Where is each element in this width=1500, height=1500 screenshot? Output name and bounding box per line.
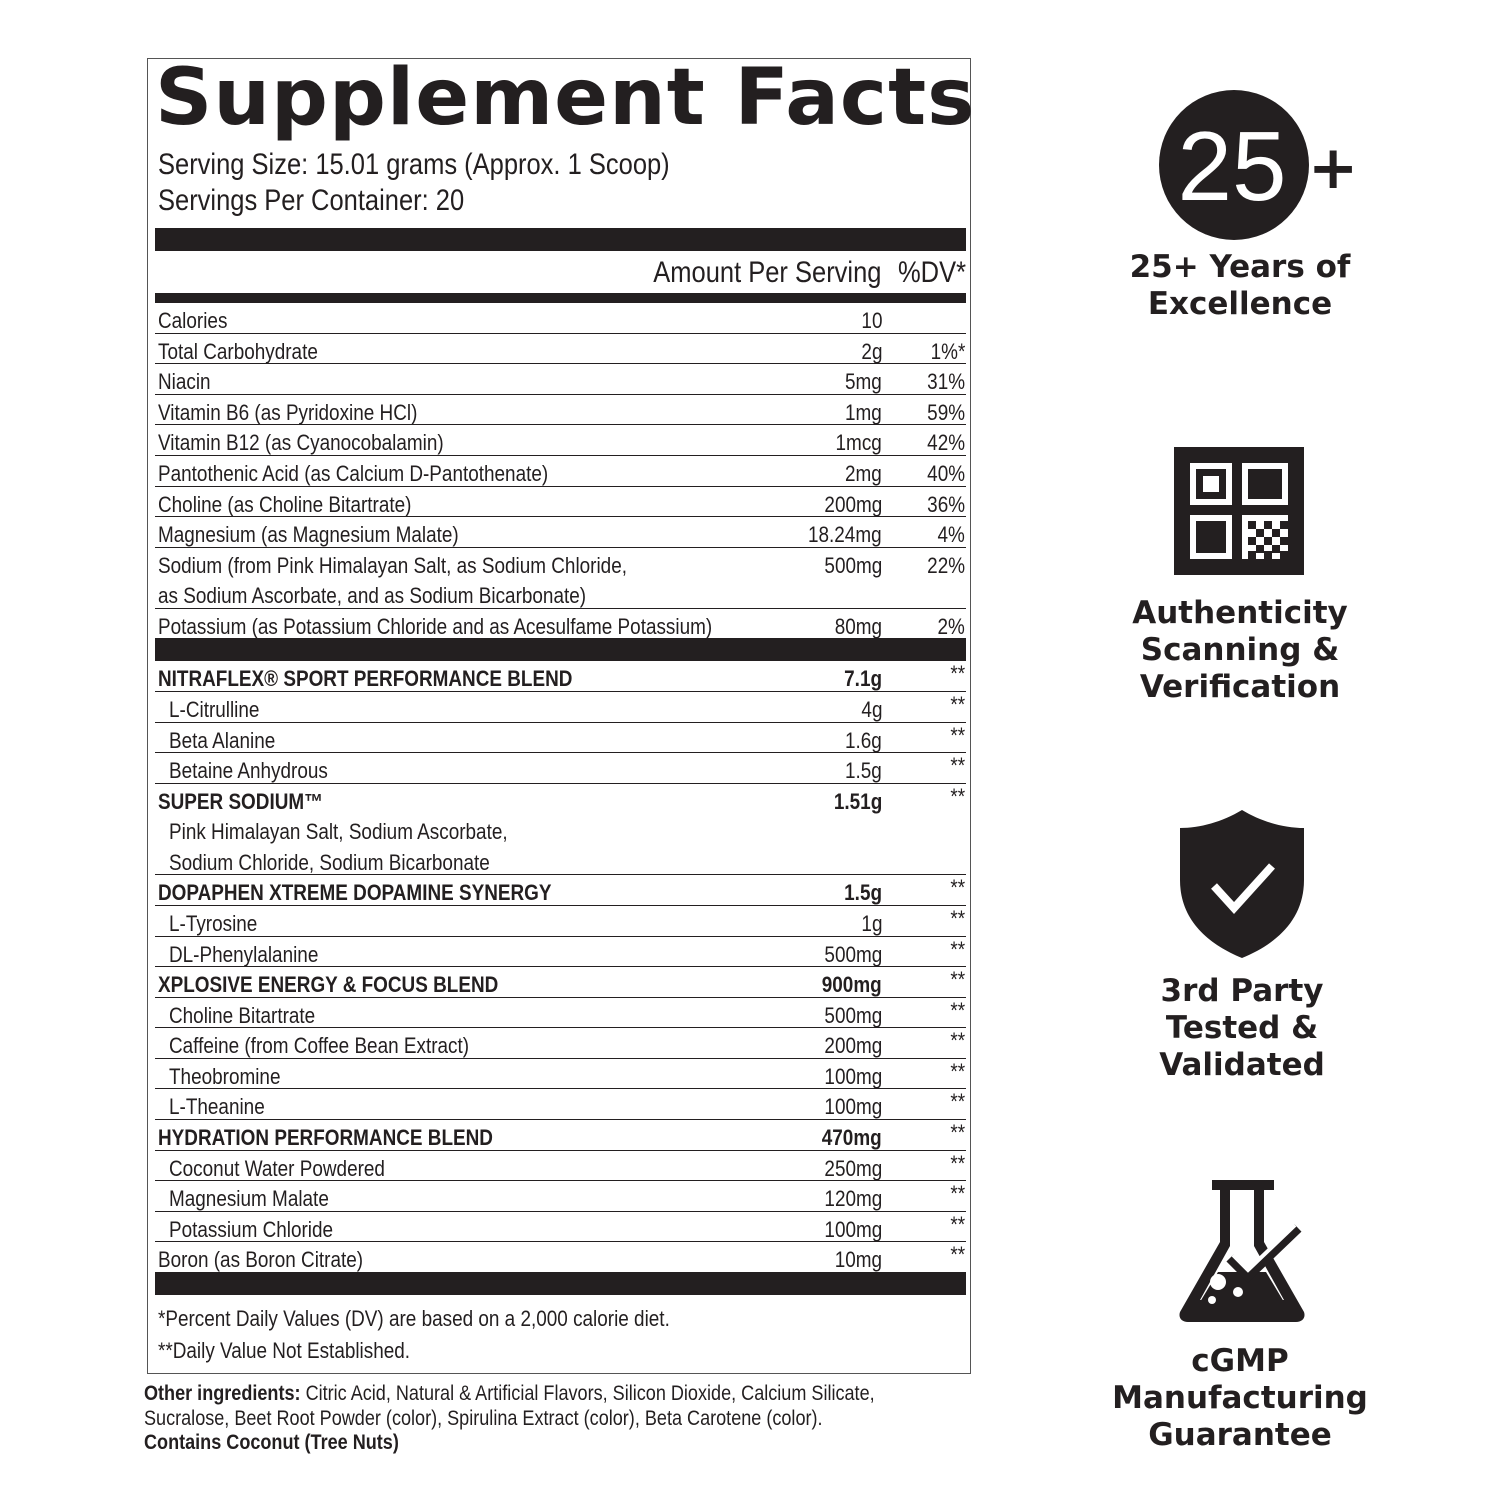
footer-bar [155,1273,966,1295]
ingredient-name [169,1215,333,1246]
amount: 100mg [824,1094,882,1120]
header-bar [155,228,966,251]
section-bar [155,639,966,661]
ingredient-name-line1: Boron (as Boron Citrate) [158,1247,364,1273]
daily-value: 42% [927,430,965,456]
shield-check-icon [1178,808,1306,960]
years-caption [1090,249,1390,323]
amount: 500mg [824,941,882,967]
table-row [155,937,966,968]
years-caption-line2: Excellence [1147,286,1333,322]
amount: 100mg [824,1216,882,1242]
other-ingredients-label: Other ingredients: [144,1382,301,1405]
amount: 200mg [824,1033,882,1059]
ingredient-name-line1: Choline Bitartrate [169,1002,316,1028]
table-row [155,395,966,426]
ingredient-name-line1: Vitamin B12 (as Cyanocobalamin) [158,430,444,456]
nutrient-table [155,303,966,1295]
amount: 1.5g [844,880,882,906]
table-row [155,1059,966,1090]
blend-row [155,1120,966,1151]
ingredient-name-line1: Niacin [158,369,211,395]
amount: 2mg [845,460,882,486]
cgmp-caption-line3: Guarantee [1148,1417,1332,1453]
daily-value: ** [950,691,965,717]
ingredient-name [158,459,548,490]
table-row [155,692,966,723]
daily-value: ** [950,753,965,779]
ingredient-name-line1: SUPER SODIUM™ [158,788,324,814]
daily-value: ** [950,722,965,748]
daily-value: ** [950,1120,965,1146]
daily-value: ** [950,997,965,1023]
tested-caption-line2: Tested & [1165,1010,1319,1046]
amount: 200mg [824,491,882,517]
table-row [155,814,966,875]
table-row [155,1212,966,1243]
cgmp-caption [1090,1343,1390,1454]
amount: 2g [860,338,882,364]
tested-caption-line3: Validated [1159,1047,1325,1083]
header-dv: %DV* [897,256,966,289]
amount: 18.24mg [808,522,882,548]
amount: 10 [860,308,882,333]
ingredient-name-line1: HYDRATION PERFORMANCE BLEND [158,1125,493,1151]
other-ingredients [144,1382,961,1456]
ingredient-name-line1: Potassium Chloride [169,1216,334,1242]
table-row [155,906,966,937]
allergen-statement: Contains Coconut (Tree Nuts) [144,1431,399,1454]
amount: 120mg [824,1186,882,1212]
daily-value: 4% [937,522,965,548]
ingredient-name-line1: XPLOSIVE ENERGY & FOCUS BLEND [158,972,499,998]
table-row [155,303,966,334]
header-amount: Amount Per Serving [652,256,881,289]
ingredient-name-line1: L-Theanine [169,1094,265,1120]
table-row [155,998,966,1029]
ingredient-name-line1: Betaine Anhydrous [169,758,328,784]
table-row [155,1089,966,1120]
daily-value: ** [950,1242,965,1268]
ingredient-name-line1: Caffeine (from Coffee Bean Extract) [169,1033,470,1059]
amount: 900mg [822,972,882,998]
daily-value: ** [950,1150,965,1176]
ingredient-name [158,787,323,818]
ingredient-name [169,817,508,878]
blend-row [155,967,966,998]
ingredient-name [169,726,275,757]
table-row [155,723,966,754]
table-row [155,609,966,640]
table-row [155,1028,966,1059]
amount: 470mg [822,1125,882,1151]
daily-value: ** [950,1058,965,1084]
ingredient-name-line1: Total Carbohydrate [158,338,318,364]
ingredient-name [158,1245,363,1276]
ingredient-name [158,490,411,521]
daily-value: ** [950,783,965,809]
ingredient-name-line1: Magnesium (as Magnesium Malate) [158,522,459,548]
daily-value: ** [950,1028,965,1054]
flask-check-icon [1172,1176,1312,1324]
daily-value: ** [950,905,965,931]
ingredient-name [169,1001,315,1032]
ingredient-name-line1: Potassium (as Potassium Chloride and as Acesulfame Potassium) [158,613,713,639]
ingredient-name [158,337,318,368]
amount: 1g [860,910,882,936]
cgmp-caption-line2: Manufacturing [1112,1380,1368,1416]
amount: 250mg [824,1155,882,1181]
ingredient-name [169,756,328,787]
qr-code-icon [1174,447,1304,575]
years-circle-icon [1158,88,1359,243]
ingredient-name-line1: DL-Phenylalanine [169,941,319,967]
daily-value: 31% [927,369,965,395]
ingredient-name [158,664,572,695]
daily-value: ** [950,1181,965,1207]
ingredient-name-line1: L-Citrulline [169,696,260,722]
ingredient-name [169,909,257,940]
nutrient-rows [155,303,966,639]
ingredient-name-line1: DOPAPHEN XTREME DOPAMINE SYNERGY [158,880,552,906]
ingredient-name-line1: Calories [158,308,228,333]
ingredient-name [158,970,498,1001]
table-row [155,548,966,609]
amount: 1.5g [845,758,882,784]
daily-value: 40% [927,460,965,486]
daily-value: 59% [927,399,965,425]
auth-caption-line3: Verification [1139,669,1341,705]
table-row [155,753,966,784]
amount: 80mg [834,613,882,639]
amount: 10mg [834,1247,882,1273]
ingredient-name-line1: Sodium (from Pink Himalayan Salt, as Sodium Chloride, [158,552,627,578]
tested-caption-line1: 3rd Party [1160,973,1324,1009]
ingredient-name-line1: Beta Alanine [169,727,276,753]
table-row [155,1151,966,1182]
tested-caption [1092,973,1392,1084]
ingredient-name [158,367,211,398]
daily-value: 1%* [930,338,965,364]
daily-value: 36% [927,491,965,517]
ingredient-name [158,398,417,429]
footnote-not-established: **Daily Value Not Established. [158,1338,411,1363]
years-number: 25 [1177,111,1287,221]
amount: 5mg [845,369,882,395]
amount: 4g [860,696,882,722]
ingredient-name [158,428,444,459]
daily-value: 2% [937,613,965,639]
ingredient-name [169,1062,280,1093]
amount: 1mg [845,399,882,425]
ingredient-name-line1: Coconut Water Powdered [169,1155,385,1181]
daily-value: ** [950,1089,965,1115]
amount: 1mcg [835,430,882,456]
blend-row [155,784,966,815]
ingredient-name [169,1092,265,1123]
ingredient-name [158,551,627,612]
ingredient-name-line1: NITRAFLEX® SPORT PERFORMANCE BLEND [158,666,573,692]
amount: 1.51g [833,788,882,814]
auth-caption-line1: Authenticity [1132,595,1348,631]
footnote-dv: *Percent Daily Values (DV) are based on a 2,000 calorie diet. [158,1306,670,1331]
years-plus: + [1308,133,1359,203]
ingredient-name [169,695,259,726]
auth-caption [1090,595,1390,706]
table-row [155,456,966,487]
other-ingredients-text: Citric Acid, Natural & Artificial Flavors, Silicon Dioxide, Calcium Silicate, Sucralose, Beet Root Powder (color), Spirulina Extract (color), Beta Carotene (color). [144,1382,875,1430]
ingredient-name-line1: Vitamin B6 (as Pyridoxine HCl) [158,399,418,425]
panel-title: Supplement Facts [155,53,976,143]
ingredient-name [158,520,459,551]
ingredient-name [169,1154,385,1185]
ingredient-name-line1: Pantothenic Acid (as Calcium D-Pantothenate) [158,460,549,486]
amount: 100mg [824,1063,882,1089]
table-row [155,334,966,365]
ingredient-name-line2: Sodium Chloride, Sodium Bicarbonate [169,849,490,875]
daily-value: ** [950,1211,965,1237]
ingredient-name-line1: Theobromine [169,1063,281,1089]
ingredient-name [158,878,552,909]
table-row [155,487,966,518]
auth-caption-line2: Scanning & [1140,632,1340,668]
table-row [155,517,966,548]
daily-value: ** [950,936,965,962]
ingredient-name-line1: Pink Himalayan Salt, Sodium Ascorbate, [169,819,508,845]
ingredient-name [158,1123,493,1154]
table-row [155,1181,966,1212]
amount: 7.1g [844,666,882,692]
daily-value: ** [950,875,965,901]
daily-value: ** [950,967,965,993]
blend-row [155,661,966,692]
blend-row [155,875,966,906]
header-rule [155,293,966,303]
ingredient-name-line1: L-Tyrosine [169,910,258,936]
table-row [155,425,966,456]
table-row [155,1242,966,1273]
cgmp-caption-line1: cGMP [1191,1343,1289,1379]
ingredient-name [169,1184,329,1215]
ingredient-name-line1: Magnesium Malate [169,1186,329,1212]
amount: 1.6g [845,727,882,753]
ingredient-name [158,612,712,643]
ingredient-name-line2: as Sodium Ascorbate, and as Sodium Bicarbonate) [158,583,587,609]
table-row [155,364,966,395]
years-caption-line1: 25+ Years of [1129,249,1351,285]
ingredient-name-line1: Choline (as Choline Bitartrate) [158,491,412,517]
ingredient-name [158,306,227,337]
serving-size: Serving Size: 15.01 grams (Approx. 1 Scoop) [158,148,670,181]
amount: 500mg [824,1002,882,1028]
ingredient-name [169,940,318,971]
daily-value: 22% [927,552,965,578]
daily-value: ** [950,661,965,687]
blend-rows [155,661,966,1273]
servings-per-container: Servings Per Container: 20 [158,184,465,217]
ingredient-name [169,1031,469,1062]
amount: 500mg [824,552,882,578]
